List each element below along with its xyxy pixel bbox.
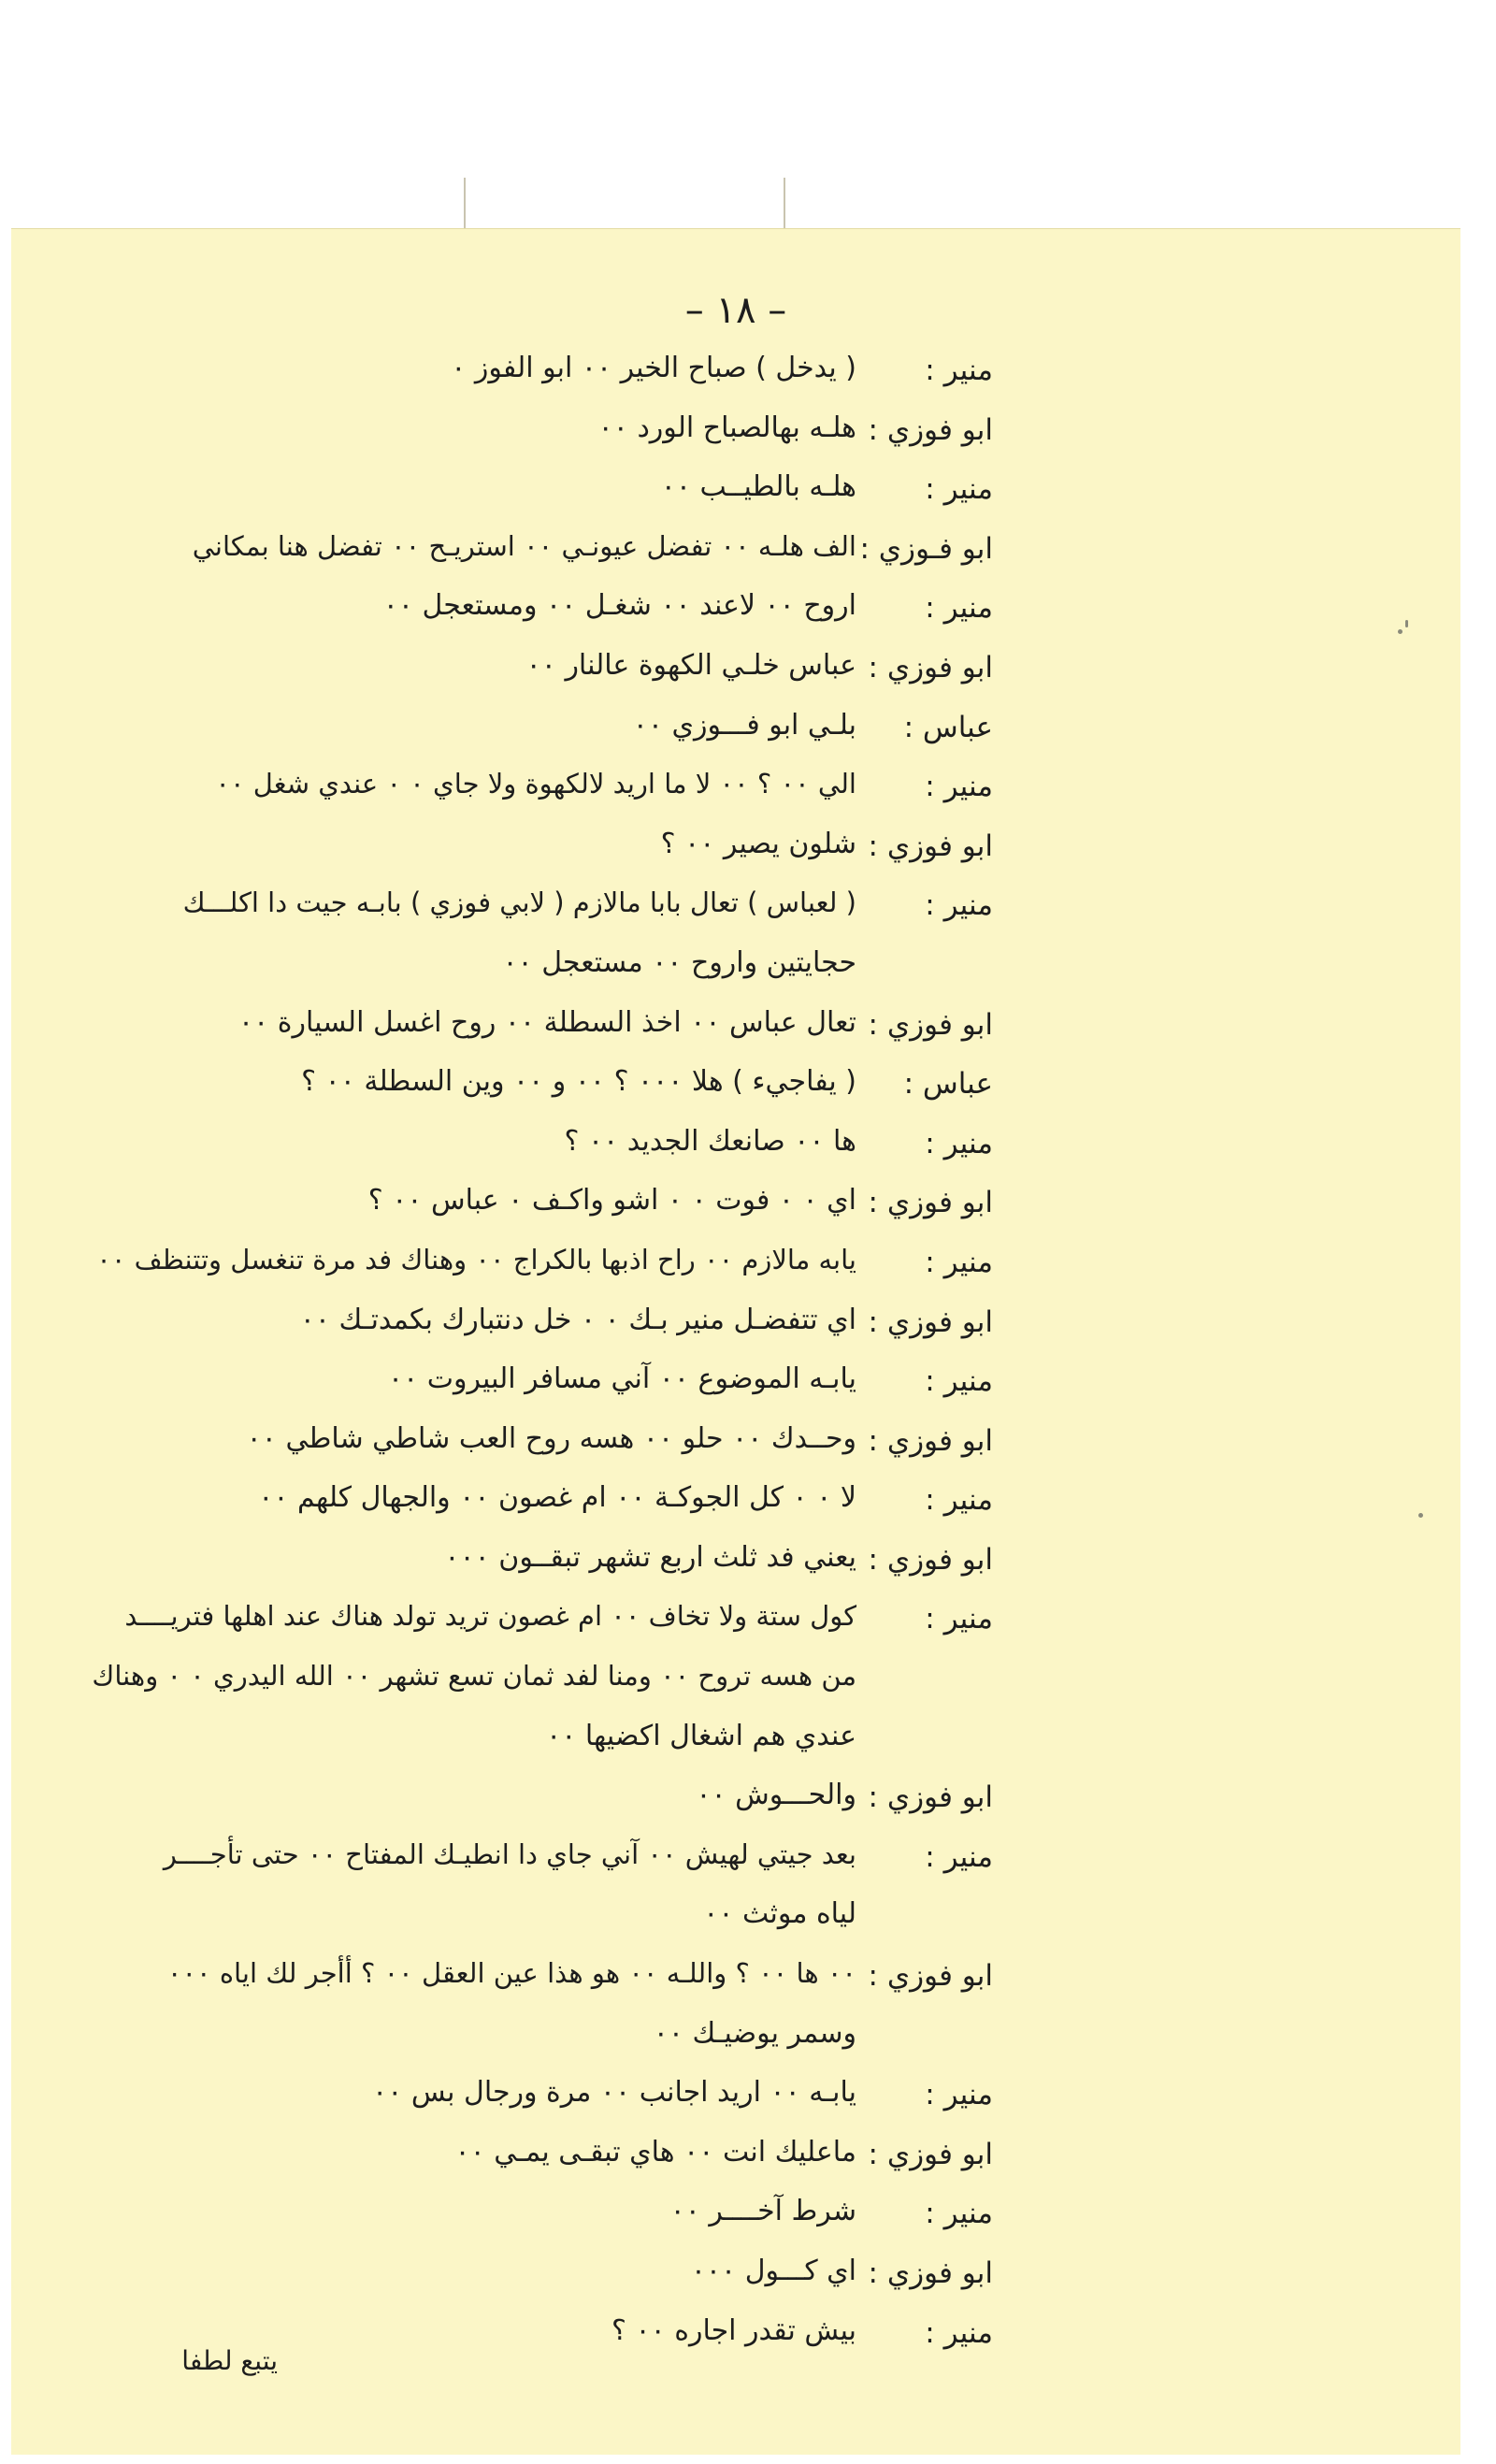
speaker-name: ابو فوزي : xyxy=(868,1542,993,1577)
dialogue-line xyxy=(11,1059,1460,1119)
dialogue-text: اي ٠ ٠ فوت ٠ ٠ اشو واكـف ٠ عباس ٠٠ ؟ xyxy=(367,1184,856,1218)
speaker-name: ابو فوزي : xyxy=(868,650,993,684)
page-number: – ١٨ – xyxy=(684,289,787,332)
dialogue-text: كول ستة ولا تخاف ٠٠ ام غصون تريد تولد هناك عند اهلها فتريــــد xyxy=(124,1600,856,1633)
dialogue-line xyxy=(11,2249,1460,2309)
dialogue-line xyxy=(11,1357,1460,1417)
dialogue-text: تعال عباس ٠٠ اخذ السطلة ٠٠ روح اغسل السيارة ٠٠ xyxy=(238,1005,856,1039)
speaker-name: عباس : xyxy=(903,1067,993,1102)
dialogue-text: ٠٠ ها ٠٠ ؟ واللـه ٠٠ هو هذا عين العقل ٠٠ ؟ أأجر لك اياه ٠٠٠ xyxy=(166,1957,856,1990)
dialogue-line xyxy=(11,1892,1460,1952)
dialogue-line xyxy=(11,703,1460,763)
dialogue-text: عندي هم اشغال اكضيها ٠٠ xyxy=(546,1719,856,1752)
speaker-name: منير : xyxy=(925,1364,993,1399)
dialogue-text: لا ٠ ٠ كل الجوكـة ٠٠ ام غصون ٠٠ والجهال كلهم ٠٠ xyxy=(258,1481,856,1515)
speaker-name: ابو فوزي : xyxy=(868,1423,993,1458)
dialogue-text: لياه موثث ٠٠ xyxy=(703,1897,856,1931)
dialogue-text: عباس خلـي الكهوة عالنار ٠٠ xyxy=(525,648,856,682)
speaker-name: منير : xyxy=(925,1483,993,1518)
speaker-name: ابو فوزي : xyxy=(868,2137,993,2171)
dialogue-text: يعني فد ثلث اربع تشهر تبقــون ٠٠٠ xyxy=(444,1540,856,1574)
speaker-name: منير : xyxy=(925,2078,993,2112)
dialogue-text: ها ٠٠ صانعك الجديد ٠٠ ؟ xyxy=(564,1124,856,1158)
dialogue-line xyxy=(11,1654,1460,1714)
dialogue-text: يابه مالازم ٠٠ راح اذبها بالكراج ٠٠ وهناك فد مرة تنغسل وتتنظف ٠٠ xyxy=(96,1243,856,1275)
dialogue-line xyxy=(11,1119,1460,1179)
fold-line-left xyxy=(464,178,466,234)
dialogue-line xyxy=(11,465,1460,525)
dialogue-text: وسمر يوضيـك ٠٠ xyxy=(653,2016,856,2050)
dialogue-line xyxy=(11,1952,1460,2011)
speaker-name: ابو فـوزي : xyxy=(859,531,993,566)
speaker-name: منير : xyxy=(925,472,993,507)
speaker-name: منير : xyxy=(925,770,993,804)
speaker-name: منير : xyxy=(925,591,993,626)
dialogue-text: ( لعباس ) تعال بابا مالازم ( لابي فوزي ) بابـه جيت دا اكلـــك xyxy=(182,886,856,919)
dialogue-text: اي كـــول ٠٠٠ xyxy=(690,2255,856,2287)
dialogue-line xyxy=(11,1714,1460,1774)
dialogue-line xyxy=(11,822,1460,882)
dialogue-line xyxy=(11,643,1460,703)
speaker-name: منير : xyxy=(925,1245,993,1279)
fold-line-right xyxy=(784,178,785,234)
speaker-name: ابو فوزي : xyxy=(868,412,993,447)
dialogue-line xyxy=(11,2189,1460,2249)
speaker-name: ابو فوزي : xyxy=(868,2256,993,2290)
dialogue-text: يابـه الموضوع ٠٠ آني مسافر البيروت ٠٠ xyxy=(387,1362,856,1396)
dialogue-text: الف هلـه ٠٠ تفضل عيونـي ٠٠ استريـح ٠٠ تفضل هنا بمكاني xyxy=(192,529,856,562)
dialogue-text: وحــدك ٠٠ حلو ٠٠ هسه روح العب شاطي شاطي ٠٠ xyxy=(246,1421,856,1455)
dialogue-text: شرط آخــــر ٠٠ xyxy=(669,2195,856,2228)
speaker-name: ابو فوزي : xyxy=(868,1007,993,1042)
dialogue-line xyxy=(11,1417,1460,1477)
dialogue-line xyxy=(11,941,1460,1001)
margin-speck xyxy=(1418,1513,1423,1518)
dialogue-line xyxy=(11,2130,1460,2190)
dialogue-line xyxy=(11,346,1460,406)
speaker-name: منير : xyxy=(925,2315,993,2350)
speaker-name: ابو فوزي : xyxy=(868,1959,993,1994)
dialogue-line xyxy=(11,762,1460,822)
margin-speck xyxy=(1398,629,1402,634)
dialogue-line xyxy=(11,1594,1460,1654)
speaker-name: ابو فوزي : xyxy=(868,1780,993,1815)
dialogue-text: هلـه بالطيــب ٠٠ xyxy=(660,470,856,504)
dialogue-line xyxy=(11,1238,1460,1298)
dialogue-line xyxy=(11,1298,1460,1358)
speaker-name: منير : xyxy=(925,2197,993,2231)
dialogue-text: يابـه ٠٠ اريد اجانب ٠٠ مرة ورجال بس ٠٠ xyxy=(372,2076,856,2110)
dialogue-text: ( يدخل ) صباح الخير ٠٠ ابو الفوز ٠ xyxy=(451,352,856,384)
continued-note: يتبع لطفا xyxy=(181,2345,278,2376)
dialogue-line xyxy=(11,525,1460,584)
dialogue-line xyxy=(11,1001,1460,1060)
dialogue-text: بعد جيتي لهيش ٠٠ آني جاي دا انطيـك المفتاح ٠٠ حتى تأجــــر xyxy=(163,1837,856,1870)
margin-speck xyxy=(1405,620,1408,627)
speaker-name: ابو فوزي : xyxy=(868,829,993,863)
dialogue-text: من هسه تروح ٠٠ ومنا لفد ثمان تسع تشهر ٠٠ الله اليدري ٠ ٠ وهناك xyxy=(92,1660,856,1693)
dialogue-text: شلون يصير ٠٠ ؟ xyxy=(660,827,856,860)
dialogue-text: حجايتين واروح ٠٠ مستعجل ٠٠ xyxy=(502,945,856,979)
dialogue-line xyxy=(11,1476,1460,1535)
speaker-name: ابو فوزي : xyxy=(868,1304,993,1339)
dialogue-line xyxy=(11,1833,1460,1893)
dialogue-line xyxy=(11,406,1460,466)
dialogue-text: الي ٠٠ ؟ ٠٠ لا ما اريد لالكهوة ولا جاي ٠ ٠ عندي شغل ٠٠ xyxy=(215,768,856,800)
dialogue-line xyxy=(11,584,1460,643)
dialogue-text: هلـه بهالصباح الورد ٠٠ xyxy=(597,411,856,444)
speaker-name: منير : xyxy=(925,1126,993,1160)
dialogue-line xyxy=(11,1535,1460,1595)
dialogue-text: والحـــوش ٠٠ xyxy=(696,1779,856,1812)
speaker-name: منير : xyxy=(925,353,993,387)
dialogue-text: اروح ٠٠ لاعند ٠٠ شغـل ٠٠ ومستعجل ٠٠ xyxy=(382,589,856,623)
speaker-name: منير : xyxy=(925,888,993,923)
dialogue-line xyxy=(11,1178,1460,1238)
dialogue-line xyxy=(11,881,1460,941)
dialogue-text: بلـي ابو فـــوزي ٠٠ xyxy=(632,708,856,742)
speaker-name: منير : xyxy=(925,1839,993,1874)
dialogue-text: ( يفاجيء ) هلا ٠٠٠ ؟ ٠٠ و ٠٠ وين السطلة ٠٠ ؟ xyxy=(301,1065,856,1099)
speaker-name: منير : xyxy=(925,1602,993,1636)
dialogue-line xyxy=(11,2070,1460,2130)
dialogue-text: اي تتفضـل منير بـك ٠ ٠ خل دنتبارك بكمدتـك ٠٠ xyxy=(299,1303,856,1336)
dialogue-line xyxy=(11,1773,1460,1833)
dialogue-line xyxy=(11,2011,1460,2071)
speaker-name: عباس : xyxy=(903,710,993,744)
dialogue-text: ماعليك انت ٠٠ هاي تبقـى يمـي ٠٠ xyxy=(454,2135,856,2169)
script-page xyxy=(11,228,1460,2455)
dialogue-text: بيش تقدر اجاره ٠٠ ؟ xyxy=(611,2313,856,2347)
dialogue-list xyxy=(11,346,1460,2368)
speaker-name: ابو فوزي : xyxy=(868,1186,993,1220)
